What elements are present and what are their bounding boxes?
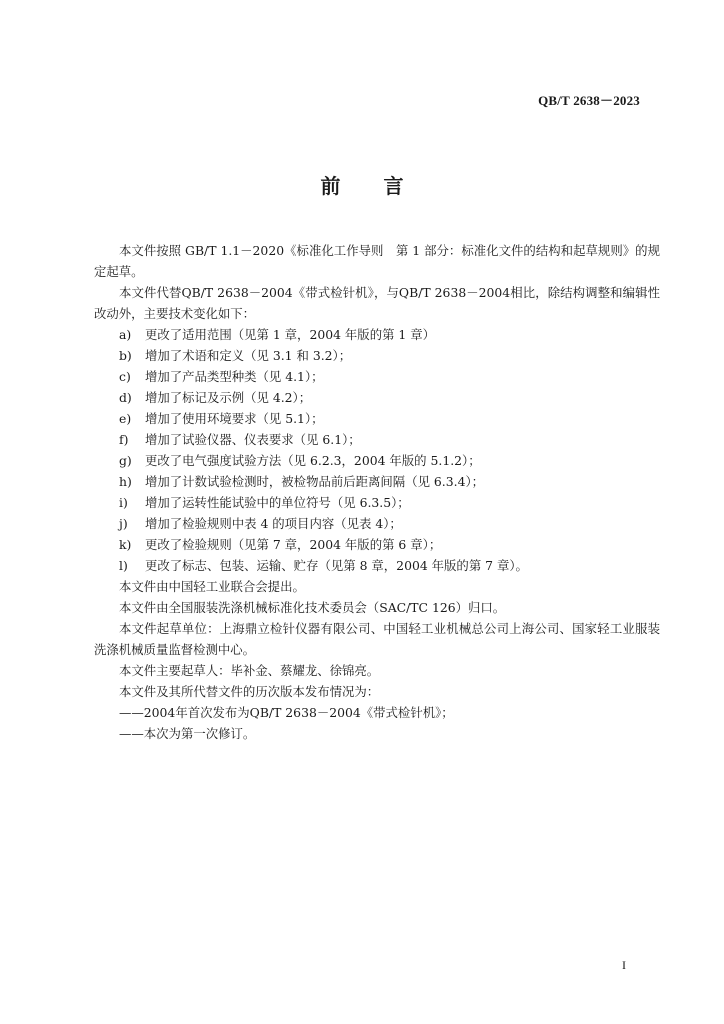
list-item <box>94 492 660 513</box>
history-item: ——本次为第一次修订。 <box>119 726 256 741</box>
history-intro-paragraph: 本文件及其所代替文件的历次版本发布情况为： <box>119 684 380 699</box>
history-item: ——2004年首次发布为QB/T 2638－2004《带式检针机》； <box>119 705 454 720</box>
list-item-text: 增加了检验规则中表 4 的项目内容（见表 4）； <box>145 516 402 531</box>
list-item-text: 更改了适用范围（见第 1 章，2004 年版的第 1 章） <box>145 327 436 342</box>
list-item <box>94 345 660 366</box>
list-marker: a) <box>119 327 132 342</box>
list-marker: k) <box>119 537 132 552</box>
list-item-text: 更改了检验规则（见第 7 章，2004 年版的第 6 章）； <box>145 537 442 552</box>
list-marker: i) <box>119 495 128 510</box>
drafting-rule-paragraph: 本文件按照 GB/T 1.1－2020《标准化工作导则 第 1 部分：标准化文件的结构和起草规则》的规定起草。 <box>94 243 660 279</box>
document-code: QB/T 2638－2023 <box>538 93 640 108</box>
list-item-text: 增加了计数试验检测时，被检物品前后距离间隔（见 6.3.4）； <box>145 474 485 489</box>
list-marker: c) <box>119 369 131 384</box>
list-marker: d) <box>119 390 132 405</box>
list-item <box>94 555 660 576</box>
list-item <box>94 534 660 555</box>
list-item <box>94 429 660 450</box>
list-marker: f) <box>119 432 129 447</box>
list-item <box>94 408 660 429</box>
proposed-by-paragraph: 本文件由中国轻工业联合会提出。 <box>119 579 305 594</box>
drafting-units-paragraph: 本文件起草单位：上海鼎立检针仪器有限公司、中国轻工业机械总公司上海公司、国家轻工业服装洗涤机械质量监督检测中心。 <box>94 621 660 657</box>
list-marker: l) <box>119 558 128 573</box>
list-item-text: 更改了标志、包装、运输、贮存（见第 8 章，2004 年版的第 7 章）。 <box>145 558 528 573</box>
page-title: 前 言 <box>320 174 422 198</box>
page-number: I <box>622 958 626 972</box>
technical-changes-list <box>94 324 660 576</box>
list-item <box>94 513 660 534</box>
list-item-text: 增加了试验仪器、仪表要求（见 6.1）； <box>145 432 361 447</box>
centralized-by-paragraph: 本文件由全国服装洗涤机械标准化技术委员会（SAC/TC 126）归口。 <box>119 600 506 615</box>
list-item-text: 增加了术语和定义（见 3.1 和 3.2）； <box>145 348 352 363</box>
list-marker: j) <box>119 516 128 531</box>
list-item-text: 增加了运转性能试验中的单位符号（见 6.3.5）； <box>145 495 410 510</box>
list-item-text: 增加了产品类型种类（见 4.1）； <box>145 369 324 384</box>
list-item <box>94 387 660 408</box>
list-item-text: 增加了使用环境要求（见 5.1）； <box>145 411 324 426</box>
list-marker: b) <box>119 348 132 363</box>
list-item <box>94 450 660 471</box>
list-marker: e) <box>119 411 132 426</box>
list-item-text: 更改了电气强度试验方法（见 6.2.3，2004 年版的 5.1.2）； <box>145 453 481 468</box>
foreword-body <box>94 240 660 744</box>
drafters-paragraph: 本文件主要起草人：毕补金、蔡耀龙、徐锦亮。 <box>119 663 380 678</box>
list-marker: g) <box>119 453 132 468</box>
replaces-paragraph: 本文件代替QB/T 2638－2004《带式检针机》，与QB/T 2638－2004相比，除结构调整和编辑性改动外，主要技术变化如下： <box>94 285 660 321</box>
list-marker: h) <box>119 474 132 489</box>
list-item <box>94 366 660 387</box>
list-item-text: 增加了标记及示例（见 4.2）； <box>145 390 312 405</box>
list-item <box>94 471 660 492</box>
list-item <box>94 324 660 345</box>
